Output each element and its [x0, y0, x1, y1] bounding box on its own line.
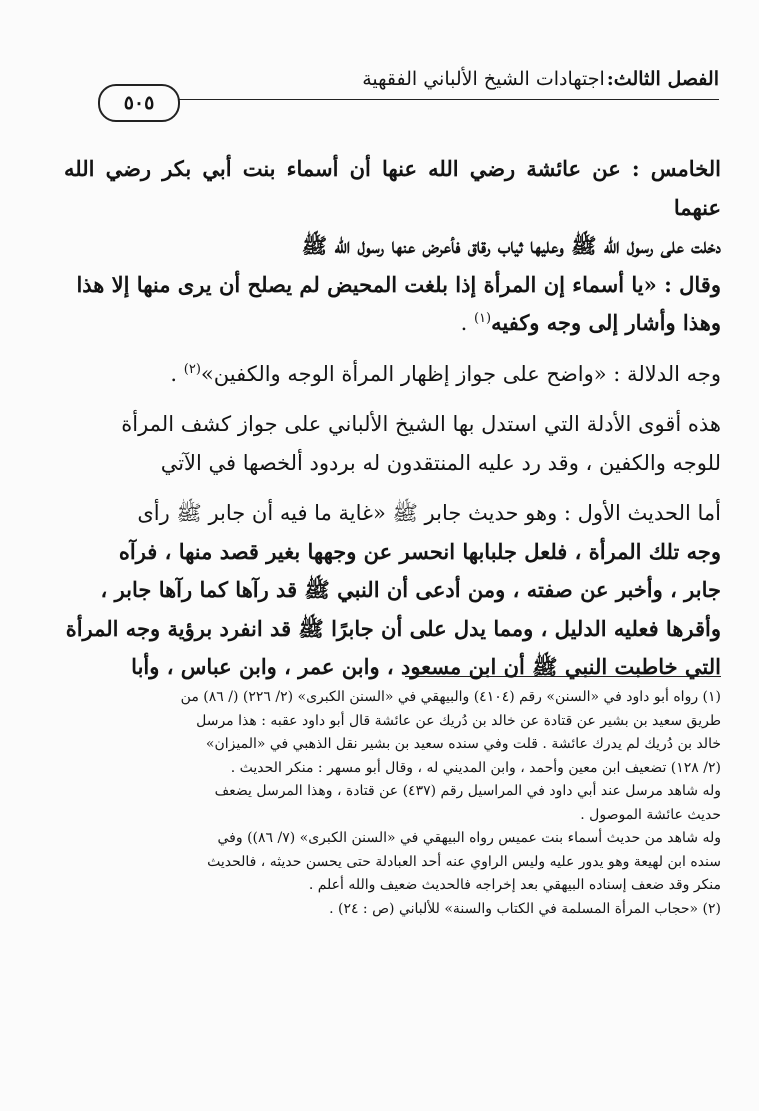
chapter-label: الفصل الثالث: — [606, 68, 719, 90]
footnote-divider — [405, 676, 721, 677]
footnote-line: وله شاهد من حديث أسماء بنت عميس رواه البيهقي في «السنن الكبرى» (٧/ ٨٦)) وفي — [217, 830, 721, 846]
paragraph-strongest-evidence — [64, 405, 721, 482]
footnotes — [64, 686, 721, 921]
main-text — [64, 150, 721, 687]
header-divider — [165, 99, 719, 100]
footnote-line: سنده ابن لهيعة وهو يدور عليه وليس الراوي عنه أحد العبادلة حتى يحسن حديثه ، فالحديث — [207, 853, 721, 870]
text-end: . — [460, 311, 474, 335]
text-line: جابر ، وأخبر عن صفته ، ومن أدعى أن النبي ﷺ قد رآها كما رآها جابر ، — [100, 577, 721, 602]
footnote-line: وله شاهد مرسل عند أبي داود في المراسيل رقم (٤٣٧) عن قتادة ، وهذا المرسل يضعف — [214, 783, 721, 799]
text-line: وجه الدلالة : «واضح على جواز إظهار المرأة الوجه والكفين» — [200, 361, 721, 386]
footnote-line: طريق سعيد بن بشير عن قتادة عن خالد بن دُريك عن عائشة قال أبو داود عقبه : هذا مرسل — [196, 712, 721, 729]
chapter-title: اجتهادات الشيخ الألباني الفقهية — [362, 68, 605, 90]
paragraph-first-hadith — [64, 494, 721, 687]
paragraph-fifth-evidence — [64, 150, 721, 343]
footnote-line: (١) رواه أبو داود في «السنن» رقم (٤١٠٤) والبيهقي في «السنن الكبرى» (٢/ ٢٢٦) (/ ٨٦) من — [180, 689, 721, 705]
footnote-marker: (٢) — [183, 361, 201, 377]
footnote-line: (٢/ ١٢٨) تضعيف ابن معين وأحمد ، وابن المديني له ، وقال أبو مسهر : منكر الحديث . — [230, 759, 721, 776]
text-line: وهذا وأشار إلى وجه وكفيه — [491, 310, 721, 335]
footnote-marker: (١) — [473, 311, 492, 326]
text-line: هذه أقوى الأدلة التي استدل بها الشيخ الألباني على جواز كشف المرأة — [121, 412, 721, 436]
running-header — [100, 58, 719, 100]
text-line: دخلت على رسول الله ﷺ وعليها ثياب رقاق فأعرض عنها رسول الله ﷺ — [301, 233, 721, 258]
text-line: للوجه والكفين ، وقد رد عليه المنتقدون له بردود ألخصها في الآتي — [160, 450, 721, 475]
page-number: ٥٠٥ — [98, 84, 180, 122]
text-end: . — [170, 361, 184, 386]
footnote-line: منكر وقد ضعف إسناده البيهقي بعد إخراجه فالحديث ضعيف والله أعلم . — [308, 877, 721, 893]
paragraph-evidence-point — [64, 355, 721, 394]
footnote-line: خالد بن دُريك لم يدرك عائشة . قلت وفي سنده سعيد بن بشير نقل الذهبي في «الميزان» — [205, 736, 721, 752]
text-line: وجه تلك المرأة ، فلعل جلبابها انحسر عن وجهها بغير قصد منها ، فرآه — [118, 538, 721, 564]
footnote-1 — [64, 686, 721, 898]
text-line: الخامس : عن عائشة رضي الله عنها أن أسماء بنت أبي بكر رضي الله عنهما — [64, 156, 721, 220]
footnote-line: حديث عائشة الموصول . — [580, 806, 721, 823]
text-line: وقال : «يا أسماء إن المرأة إذا بلغت المحيض لم يصلح أن يرى منها إلا هذا — [76, 271, 721, 297]
text-line: التي خاطبت النبي ﷺ أن ابن مسعود ، وابن عمر ، وابن عباس ، وأبا — [131, 654, 721, 679]
footnote-2 — [64, 898, 721, 922]
footnote-line: (٢) «حجاب المرأة المسلمة في الكتاب والسنة» للألباني (ص : ٢٤) . — [329, 900, 721, 917]
text-line: وأقرها فعليه الدليل ، ومما يدل على أن جابرًا ﷺ قد انفرد برؤية وجه المرأة — [65, 615, 721, 641]
text-line: أما الحديث الأول : وهو حديث جابر ﷺ «غاية ما فيه أن جابر ﷺ رأى — [137, 501, 721, 525]
